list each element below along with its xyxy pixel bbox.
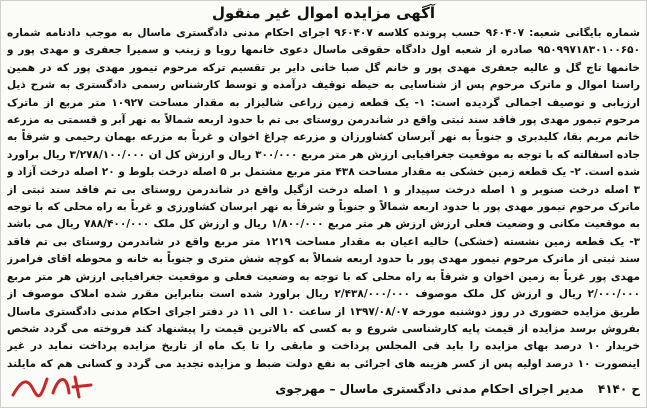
notice-footer [7, 377, 640, 401]
notice-body: شماره بایگانی شعبه: ۹۶۰۴۰۷ حسب پرونده کلاسه ۹۶۰۴۰۷ اجرای احکام مدنی دادگستری ماسال به موجب دادنامه شماره ۹۵۰۹۹۷۱۸۳۰۱۰۰۶۵۰ صادره از شعبه اول دادگاه حقوقی ماسال دعوی خانمها رویا و زینب و سمیرا جعفری و مهدی پور و خانمها تاج گل و عالیه جعفری مهدی پور و خانم گل صبا خانی دایر بر تقسیم ترکه مرحوم تیمور مهدی پور که در همین راستا اموال و ماترک مرحوم پس از شناسایی به حیطه توقیف درآمده و توسط کارشناس رسمی دادگستری به شرح ذیل ارزیابی و توصیف اجمالی گردیده است: ۱- یک قطعه زمین زراعی شالیزار به مقدار مساحت ۱۰۹۲۷ متر مربع از ماترک مرحوم تیمور مهدی پور فاقد سند ثبتی واقع در شاندرمن روستای بی تم با حدود اربعه شمالاً به نهر آبر و قسمتی به مزرعه خانم مریم بقا، کلیدبری و جنوباً به نهر آبرسان کشاورزان و مزرعه چراغ اخوان و غرباً به مزرعه بهمان رحیمی و شرقاً به جاده اسفالته که با توجه به موقعیت جغرافیایی ارزش هر متر مربع ۳۰۰/۰۰۰ ریال و ارزش کل ان ۳/۲۷۸/۱۰۰/۰۰۰ ریال براورد شده است. ۲- یک قطعه زمین خشکی به مقدار مساحت ۴۳۸ متر مربع مشتمل بر ۵ اصله درخت بلوط و ۲۰ اصله درخت آزاد و ۳ اصله درخت صنوبر و ۱ اصله درخت سپیدار و ۱ اصله درخت ازگیل واقع در شاندرمن روستای بی تم فاقد سند ثبتی از ماترک مرحوم تیمور مهدی پور با حدود اربعه شمالاً و جنوباً و شرقاً به نهر ابرسان کشاورزی و غرباً به راه محلی که با توجه به موقعیت مکانی و وضعیت فعلی ارزش ارزش هر متر مربع ۱/۸۰۰/۰۰۰ ریال و ارزش کل ملک ۷۸۸/۴۰۰/۰۰۰ ریال می باشد ۳- یک قطعه زمین نشسته (خشکی) حالیه اعیان به مقدار مساحت ۱۲۱۹ متر مربع واقع در شاندرمن روستای بی تم فاقد سند ثبتی از ماترک مرحوم تیمور مهدی پور با حدود اربعه شمالاً به کوچه شش متری و جنوباً به خانه و محوطه اقای فرامرز مهدی پور غرباً به زمین اخوان و شرقاً به راه محلی که با توجه به وضعیت فعلی و موقعیت جغرافیایی ارزش هر متر مربع ۲/۰۰۰/۰۰۰ ریال و ارزش کل ملک موصوف ۲/۴۳۸/۰۰۰/۰۰۰ ریال براورد شده است بنابراین مقرر شده املاک موصوف از طریق مزایده حضوری در روز دوشنبه مورخه ۱۳۹۷/۰۸/۰۷ از ساعت ۱۰ الی ۱۱ در دفتر اجرای احکام مدنی دادگستری ماسال بفروش برسد مزایده از قیمت پایه کارشناسی شروع و به کسی که بالاترین قیمت را پیشنهاد کند فروخته می گردد شخص خریدار ۱۰ درصد بهای مزایده را باید فی المجلس پرداخت و مابقی را تا یک ماه از تاریخ مزایده پرداخت نماید در غیر اینصورت ۱۰ درصد اولیه پس از کسر هزینه های اجرائی به نفع دولت ضبط و مزایده تجدید می گردد و کسانی هم که مایلند [7, 27, 640, 370]
ad-code: ح ۴۱۴۰ [597, 382, 640, 396]
notice-title: آگهی مزایده اموال غیر منقول [211, 4, 436, 22]
notice-signature: مدیر اجرای احکام مدنی دادگستری ماسال – مهرجوی [275, 382, 584, 396]
handwritten-ink-mark [7, 367, 99, 403]
